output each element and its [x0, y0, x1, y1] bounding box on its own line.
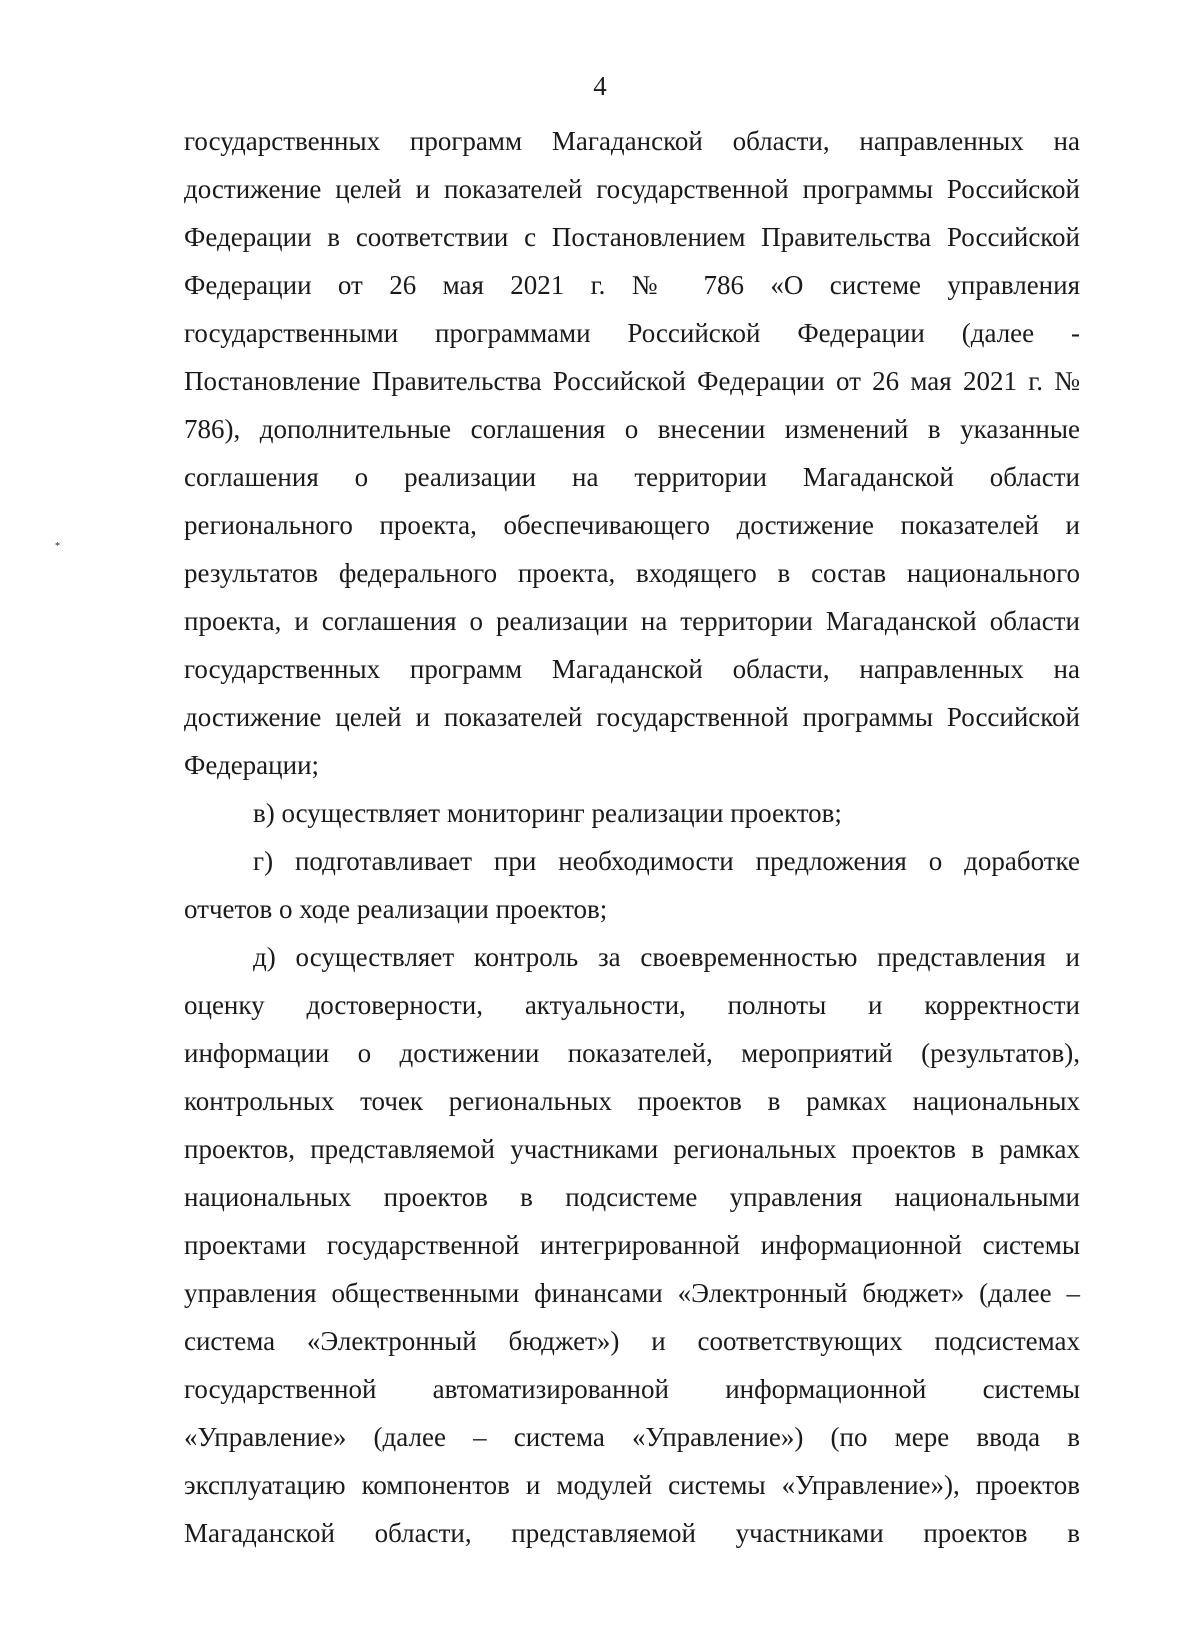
- text-line: государственной автоматизированной информационной системы: [184, 1374, 1080, 1404]
- text-line: оценку достоверности, актуальности, полноты и корректности: [184, 990, 1080, 1020]
- text-line: государственными программами Российской Федерации (далее -: [184, 318, 1080, 348]
- text-line: достижение целей и показателей государственной программы Российской: [184, 174, 1080, 204]
- text-line: «Управление» (далее – система «Управление») (по мере ввода в: [184, 1422, 1080, 1452]
- text-line: система «Электронный бюджет») и соответствующих подсистемах: [184, 1326, 1080, 1356]
- text-line: Федерации в соответствии с Постановлением Правительства Российской: [184, 222, 1080, 252]
- document-body: [184, 117, 1080, 1557]
- text-line: проектами государственной интегрированной информационной системы: [184, 1230, 1080, 1260]
- text-line: результатов федерального проекта, входящего в состав национального: [184, 558, 1080, 588]
- paragraph-g-line: г) подготавливает при необходимости предложения о доработке: [253, 846, 1080, 876]
- text-line: государственных программ Магаданской области, направленных на: [184, 654, 1080, 684]
- text-line: 786), дополнительные соглашения о внесении изменений в указанные: [184, 414, 1080, 444]
- paragraph-d-line: д) осуществляет контроль за своевременностью представления и: [253, 942, 1080, 972]
- paragraph-v-line: в) осуществляет мониторинг реализации проектов;: [253, 798, 842, 828]
- text-line: проекта, и соглашения о реализации на территории Магаданской области: [184, 606, 1080, 636]
- scan-speck-mark: *: [55, 541, 60, 552]
- text-line: проектов, представляемой участниками региональных проектов в рамках: [184, 1134, 1080, 1164]
- text-line: эксплуатацию компонентов и модулей системы «Управление»), проектов: [184, 1470, 1080, 1500]
- text-line: государственных программ Магаданской области, направленных на: [184, 126, 1080, 156]
- text-line: отчетов о ходе реализации проектов;: [184, 894, 608, 924]
- text-line: Федерации;: [184, 750, 320, 780]
- text-line: соглашения о реализации на территории Магаданской области: [184, 462, 1080, 492]
- text-line: национальных проектов в подсистеме управления национальными: [184, 1182, 1080, 1212]
- text-line: Постановление Правительства Российской Федерации от 26 мая 2021 г. №: [184, 366, 1080, 396]
- text-line: контрольных точек региональных проектов в рамках национальных: [184, 1086, 1080, 1116]
- text-line: Федерации от 26 мая 2021 г. № 786 «О системе управления: [184, 270, 1080, 300]
- text-line: регионального проекта, обеспечивающего достижение показателей и: [184, 510, 1080, 540]
- page-number: 4: [593, 71, 607, 101]
- text-line: информации о достижении показателей, мероприятий (результатов),: [184, 1038, 1080, 1068]
- text-line: достижение целей и показателей государственной программы Российской: [184, 702, 1080, 732]
- text-line: управления общественными финансами «Электронный бюджет» (далее –: [184, 1278, 1080, 1308]
- text-line: Магаданской области, представляемой участниками проектов в: [184, 1518, 1080, 1548]
